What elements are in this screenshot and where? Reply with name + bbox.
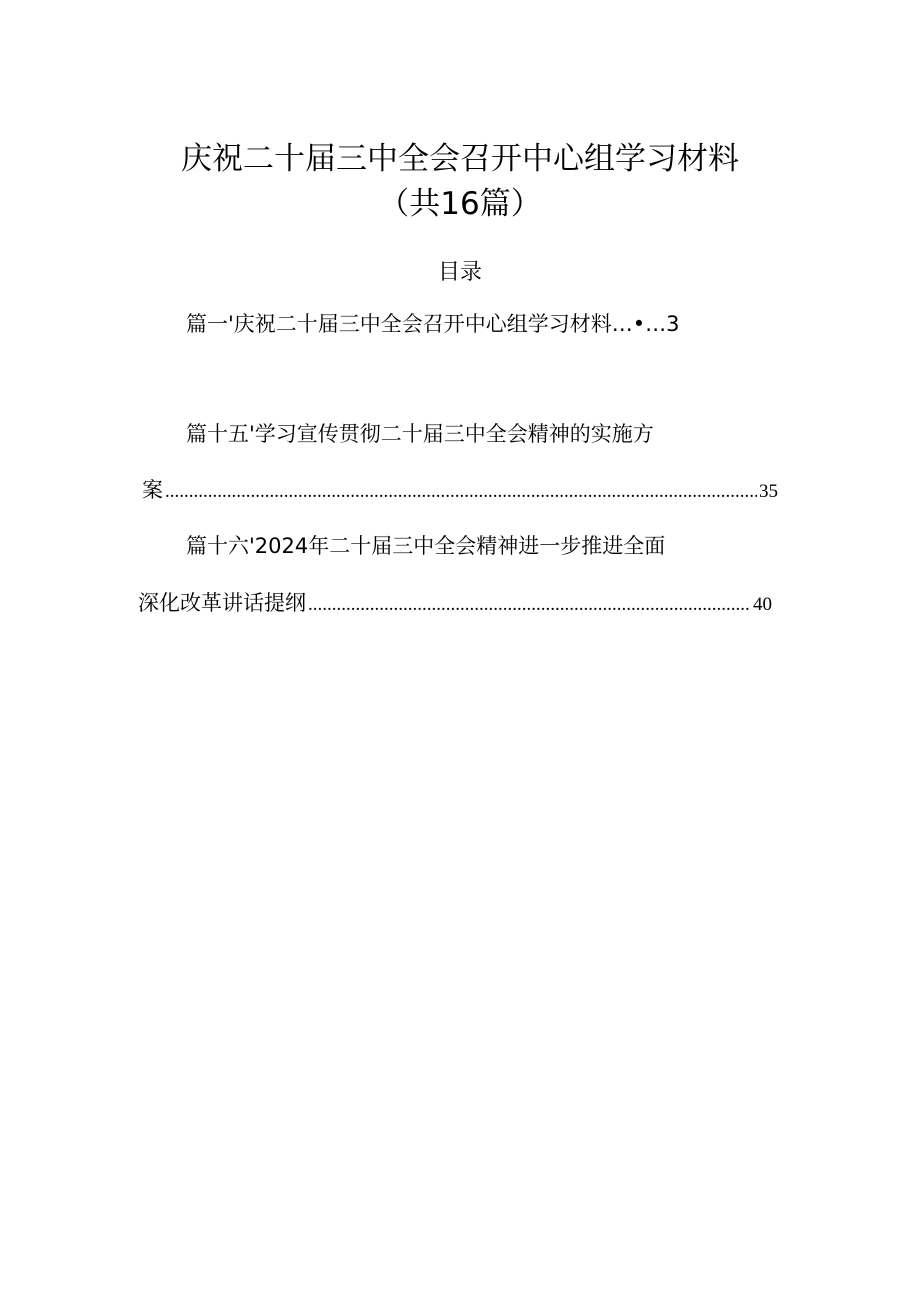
dot-leader [308,591,751,619]
dot-leader [165,478,757,506]
toc-entry-15-text: 案 [142,478,163,502]
toc-heading: 目录 [437,260,482,285]
document-title: 庆祝二十届三中全会召开中心组学习材料 [181,141,739,177]
toc-entry-15-line1: 篇十五'学习宣传贯彻二十届三中全会精神的实施方 [186,422,654,446]
toc-entry-16-line2 [138,589,772,619]
toc-entry-1: 篇一'庆祝二十届三中全会召开中心组学习材料…•…3 [186,312,680,336]
toc-entry-16-line1: 篇十六'2024年二十届三中全会精神进一步推进全面 [186,534,666,558]
toc-entry-16-page: 40 [753,594,772,615]
toc-entry-15-page: 35 [759,481,778,502]
toc-entry-16-text: 深化改革讲话提纲 [138,591,306,615]
toc-entry-15-line2 [142,476,778,506]
document-subtitle: （共16篇） [378,186,542,222]
